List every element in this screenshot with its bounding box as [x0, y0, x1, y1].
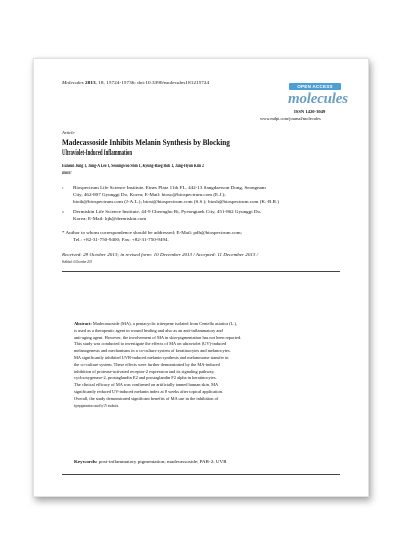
abstract-line: The clinical efficacy of MA was confirmed on artificially tanned human skin. MA: [74, 382, 219, 388]
correspondence-line: Tel.: +82-31-750-9400; Fax: +82-31-750-9494.: [73, 237, 169, 242]
author-list: [62, 163, 352, 177]
authors-line: and Deokhoon Park 1,*: [62, 171, 72, 176]
abstract-line: melanogenesis and mechanisms in a co-culture system of keratinocytes and melanocytes.: [74, 348, 231, 354]
divider: [62, 474, 340, 475]
title-line: Madecassoside Inhibits Melanin Synthesis by Blocking: [62, 138, 230, 147]
open-access-badge: OPEN ACCESS: [289, 83, 341, 90]
journal-logo: molecules: [288, 91, 348, 107]
abstract-line: inhibition of protease-activated receptor-2 expression and its signaling pathway,: [74, 368, 215, 374]
abstract-line: [74, 321, 334, 328]
abstract-line: Overall, the study demonstrated significant benefits of MA use in the inhibition of: [74, 395, 219, 401]
authors-line: Eunsun Jung 1, Jung-A Lee 1, Seoungwoo Shin 1, Kyung-Baeg Roh 1, Jang-Hyun Kim 2: [62, 164, 204, 169]
citation-journal: Molecules: [62, 80, 84, 85]
keywords-text: post-inflammatory pigmentation; madecassoside; PAR-2; UVR: [98, 459, 227, 464]
affiliation-line: Biospectrum Life Science Institute, Eines Platz 11th FL, 442-13 Sangdaewon Dong, Seongnam: [73, 185, 266, 190]
citation-details: , 18, 15724-15736; doi:10.3390/molecules181215724: [95, 80, 210, 85]
affiliation-line: bioth@biospectrum.com (J-A.L.); biost@biospectrum.com (S.S.); biosh@biospectrum.com (K.-B.R.): [73, 199, 279, 204]
dates-line: Received: 29 October 2013; in revised form: 10 December 2013 / Accepted: 11 December 2013 /: [62, 252, 259, 257]
abstract-line: hyperpigmentation caused by UV irradiation.: [74, 402, 119, 408]
affiliation-line: Korea; E-Mail: kjh@dermiskin.com: [73, 216, 147, 221]
issn: ISSN 1420-3049: [294, 109, 326, 114]
affiliation-line: Dermiskin Life Science Institute, 44-9 Cheongho Ri, Pyeongtaek City, 451-862 Gyunggi Do,: [73, 209, 262, 214]
affiliation-number: 1: [62, 186, 64, 190]
abstract-line: is used as a therapeutic agent in wound healing and also as an anti-inflammatory and: [74, 327, 223, 333]
divider: [62, 271, 340, 272]
abstract-label: Abstract:: [74, 321, 92, 326]
title-line: Ultraviolet-Induced Inflammation: [62, 148, 132, 157]
abstract-text: Madecassoside (MA), a pentacyclic triterpene isolated from Centella asiatica (L.),: [92, 321, 238, 326]
abstract-line: MA significantly inhibited UVB-induced melanin synthesis and melanosome transfer in: [74, 354, 229, 360]
abstract-line: the co-culture system. These effects were further demonstrated by the MA-induced: [74, 361, 220, 367]
journal-url[interactable]: www.mdpi.com/journal/molecules: [260, 116, 321, 121]
citation: [62, 80, 209, 85]
correspondence-line: * Author to whom correspondence should be addressed; E-Mail: pdh@biospectrum.com;: [62, 230, 242, 235]
citation-year: 2013: [85, 80, 96, 85]
keywords: [74, 459, 227, 464]
paper-document: [33, 58, 369, 497]
abstract: [74, 321, 334, 409]
article-type: Article: [62, 130, 75, 135]
dates-line: Published: 16 December 2013: [62, 258, 93, 264]
abstract-line: This study was conducted to investigate the effects of MA on ultraviolet (UV)-induced: [74, 341, 227, 347]
keywords-label: Keywords:: [74, 459, 98, 464]
abstract-line: cyclooxygenase-2, prostaglandin E2 and prostaglandin F2 alpha in keratinocytes.: [74, 375, 217, 381]
affiliation-line: City, 462-807 Gyunggi Do, Korea; E-Mail: bioso@biospectrum.com (E.J.);: [73, 192, 226, 197]
abstract-line: significantly reduced UV-induced melanin index at 8 weeks after topical application.: [74, 388, 223, 394]
affiliation-number: 2: [62, 210, 64, 214]
publication-dates: [62, 252, 259, 265]
abstract-line: anti-aging agent. However, the involvement of MA in skin-pigmentation has not been reported.: [74, 334, 242, 340]
article-title: [62, 138, 352, 158]
